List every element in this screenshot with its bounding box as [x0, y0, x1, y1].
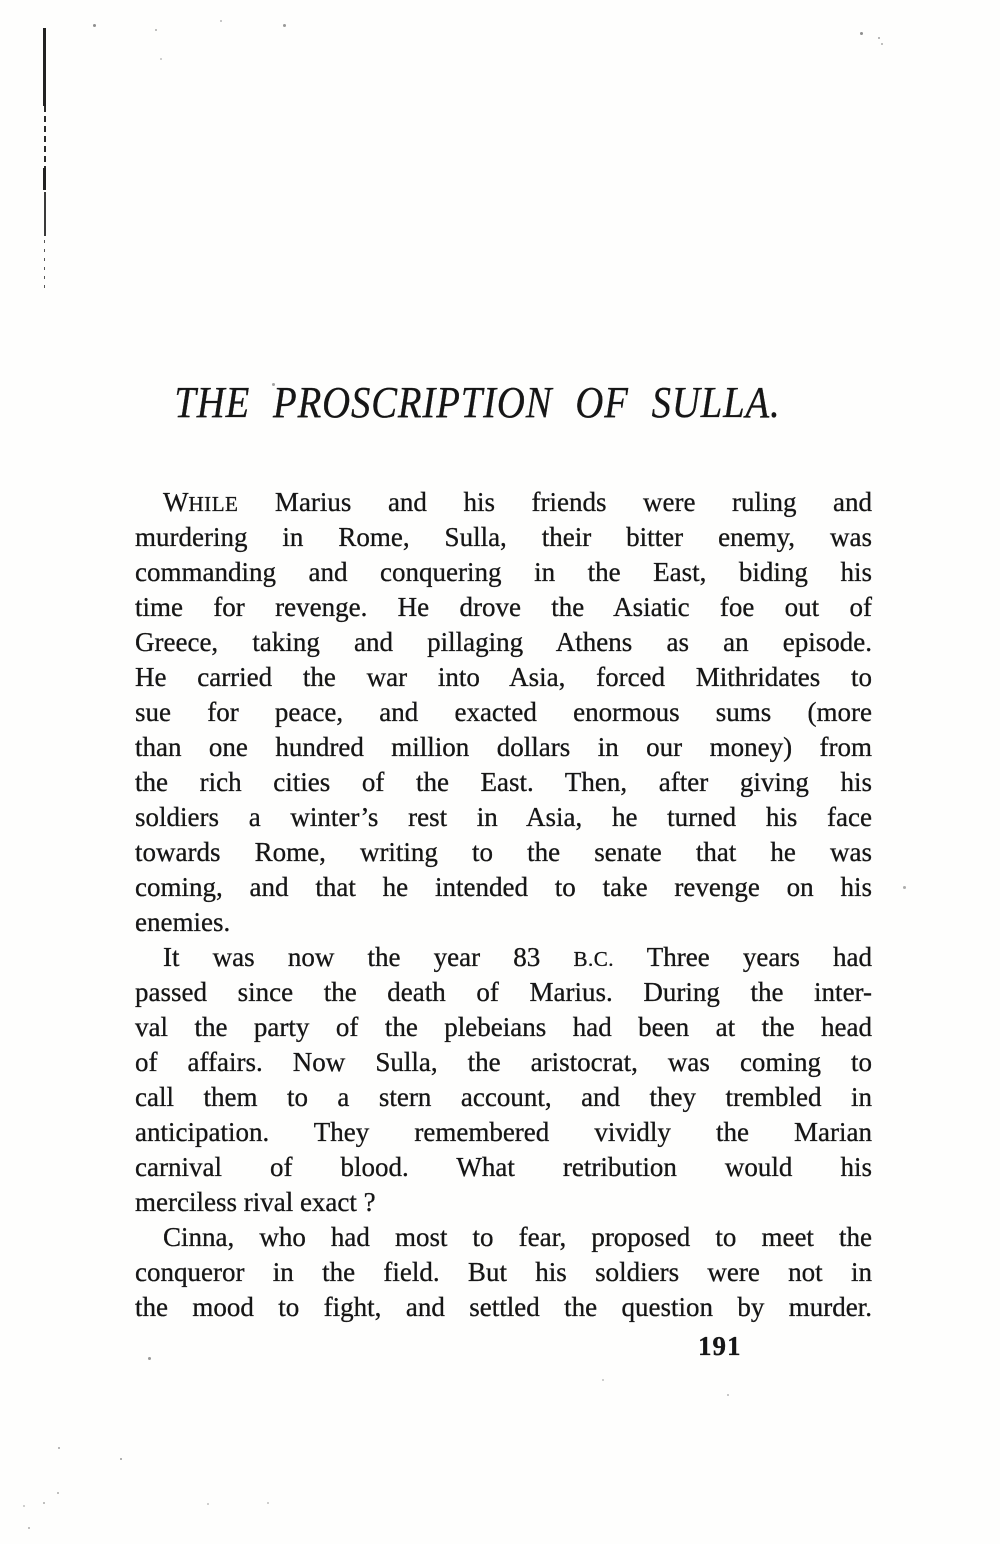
text-line: He carried the war into Asia, forced Mithridates to [135, 662, 872, 692]
scan-speck [93, 24, 96, 27]
scan-speck [160, 58, 162, 60]
text-line: call them to a stern account, and they trembled in [135, 1082, 872, 1112]
scan-speck [148, 1357, 151, 1360]
text-line: sue for peace, and exacted enormous sums (more [135, 697, 872, 727]
scan-speck [602, 1379, 604, 1381]
scan-speck [28, 1527, 30, 1529]
body-text [135, 485, 872, 1325]
text-line: time for revenge. He drove the Asiatic foe out of [135, 592, 872, 622]
text-line: anticipation. They remembered vividly the Marian [135, 1117, 872, 1147]
text-line: the mood to fight, and settled the question by murder. [135, 1292, 872, 1322]
chapter-title: THE PROSCRIPTION OF SULLA. [174, 378, 781, 427]
scan-speck [272, 383, 275, 386]
scan-speck [43, 1502, 45, 1504]
text-line: Cinna, who had most to fear, proposed to meet the [163, 1222, 872, 1252]
scan-speck [283, 24, 286, 27]
text-line: Greece, taking and pillaging Athens as an episode. [135, 627, 872, 657]
text-line: enemies. [135, 907, 231, 937]
text-line: val the party of the plebeians had been at the head [135, 1012, 872, 1042]
text-line: than one hundred million dollars in our money) from [135, 732, 872, 762]
scan-speck [207, 1503, 209, 1505]
text-line: the rich cities of the East. Then, after giving his [135, 767, 872, 797]
scan-speck [267, 1502, 269, 1504]
text-line: carnival of blood. What retribution would his [135, 1152, 872, 1182]
text-line: commanding and conquering in the East, biding his [135, 557, 872, 587]
text-line: coming, and that he intended to take revenge on his [135, 872, 872, 902]
text-line: towards Rome, writing to the senate that he was [135, 837, 872, 867]
text-line: conqueror in the field. But his soldiers were not in [135, 1257, 872, 1287]
text-line: passed since the death of Marius. During the inter- [135, 977, 872, 1007]
text-line: of affairs. Now Sulla, the aristocrat, was coming to [135, 1047, 872, 1077]
scan-speck [903, 886, 906, 889]
text-line: It was now the year 83 B.C. Three years had [163, 942, 872, 972]
scan-speck [220, 20, 222, 22]
text-line: soldiers a winter’s rest in Asia, he turned his face [135, 802, 872, 832]
scan-speck [57, 1492, 59, 1494]
scan-speck [881, 43, 883, 45]
page-number: 191 [698, 1331, 742, 1361]
text-line: murdering in Rome, Sulla, their bitter enemy, was [135, 522, 872, 552]
scan-speck [23, 1505, 25, 1507]
scan-speck [120, 1458, 122, 1460]
text-line: WHILE Marius and his friends were ruling and [163, 487, 872, 517]
scan-speck [727, 1394, 729, 1396]
scan-speck [860, 32, 863, 35]
scan-speck [58, 1447, 60, 1449]
text-line: merciless rival exact ? [135, 1187, 376, 1217]
scan-speck [155, 29, 157, 31]
scan-speck [878, 37, 880, 39]
